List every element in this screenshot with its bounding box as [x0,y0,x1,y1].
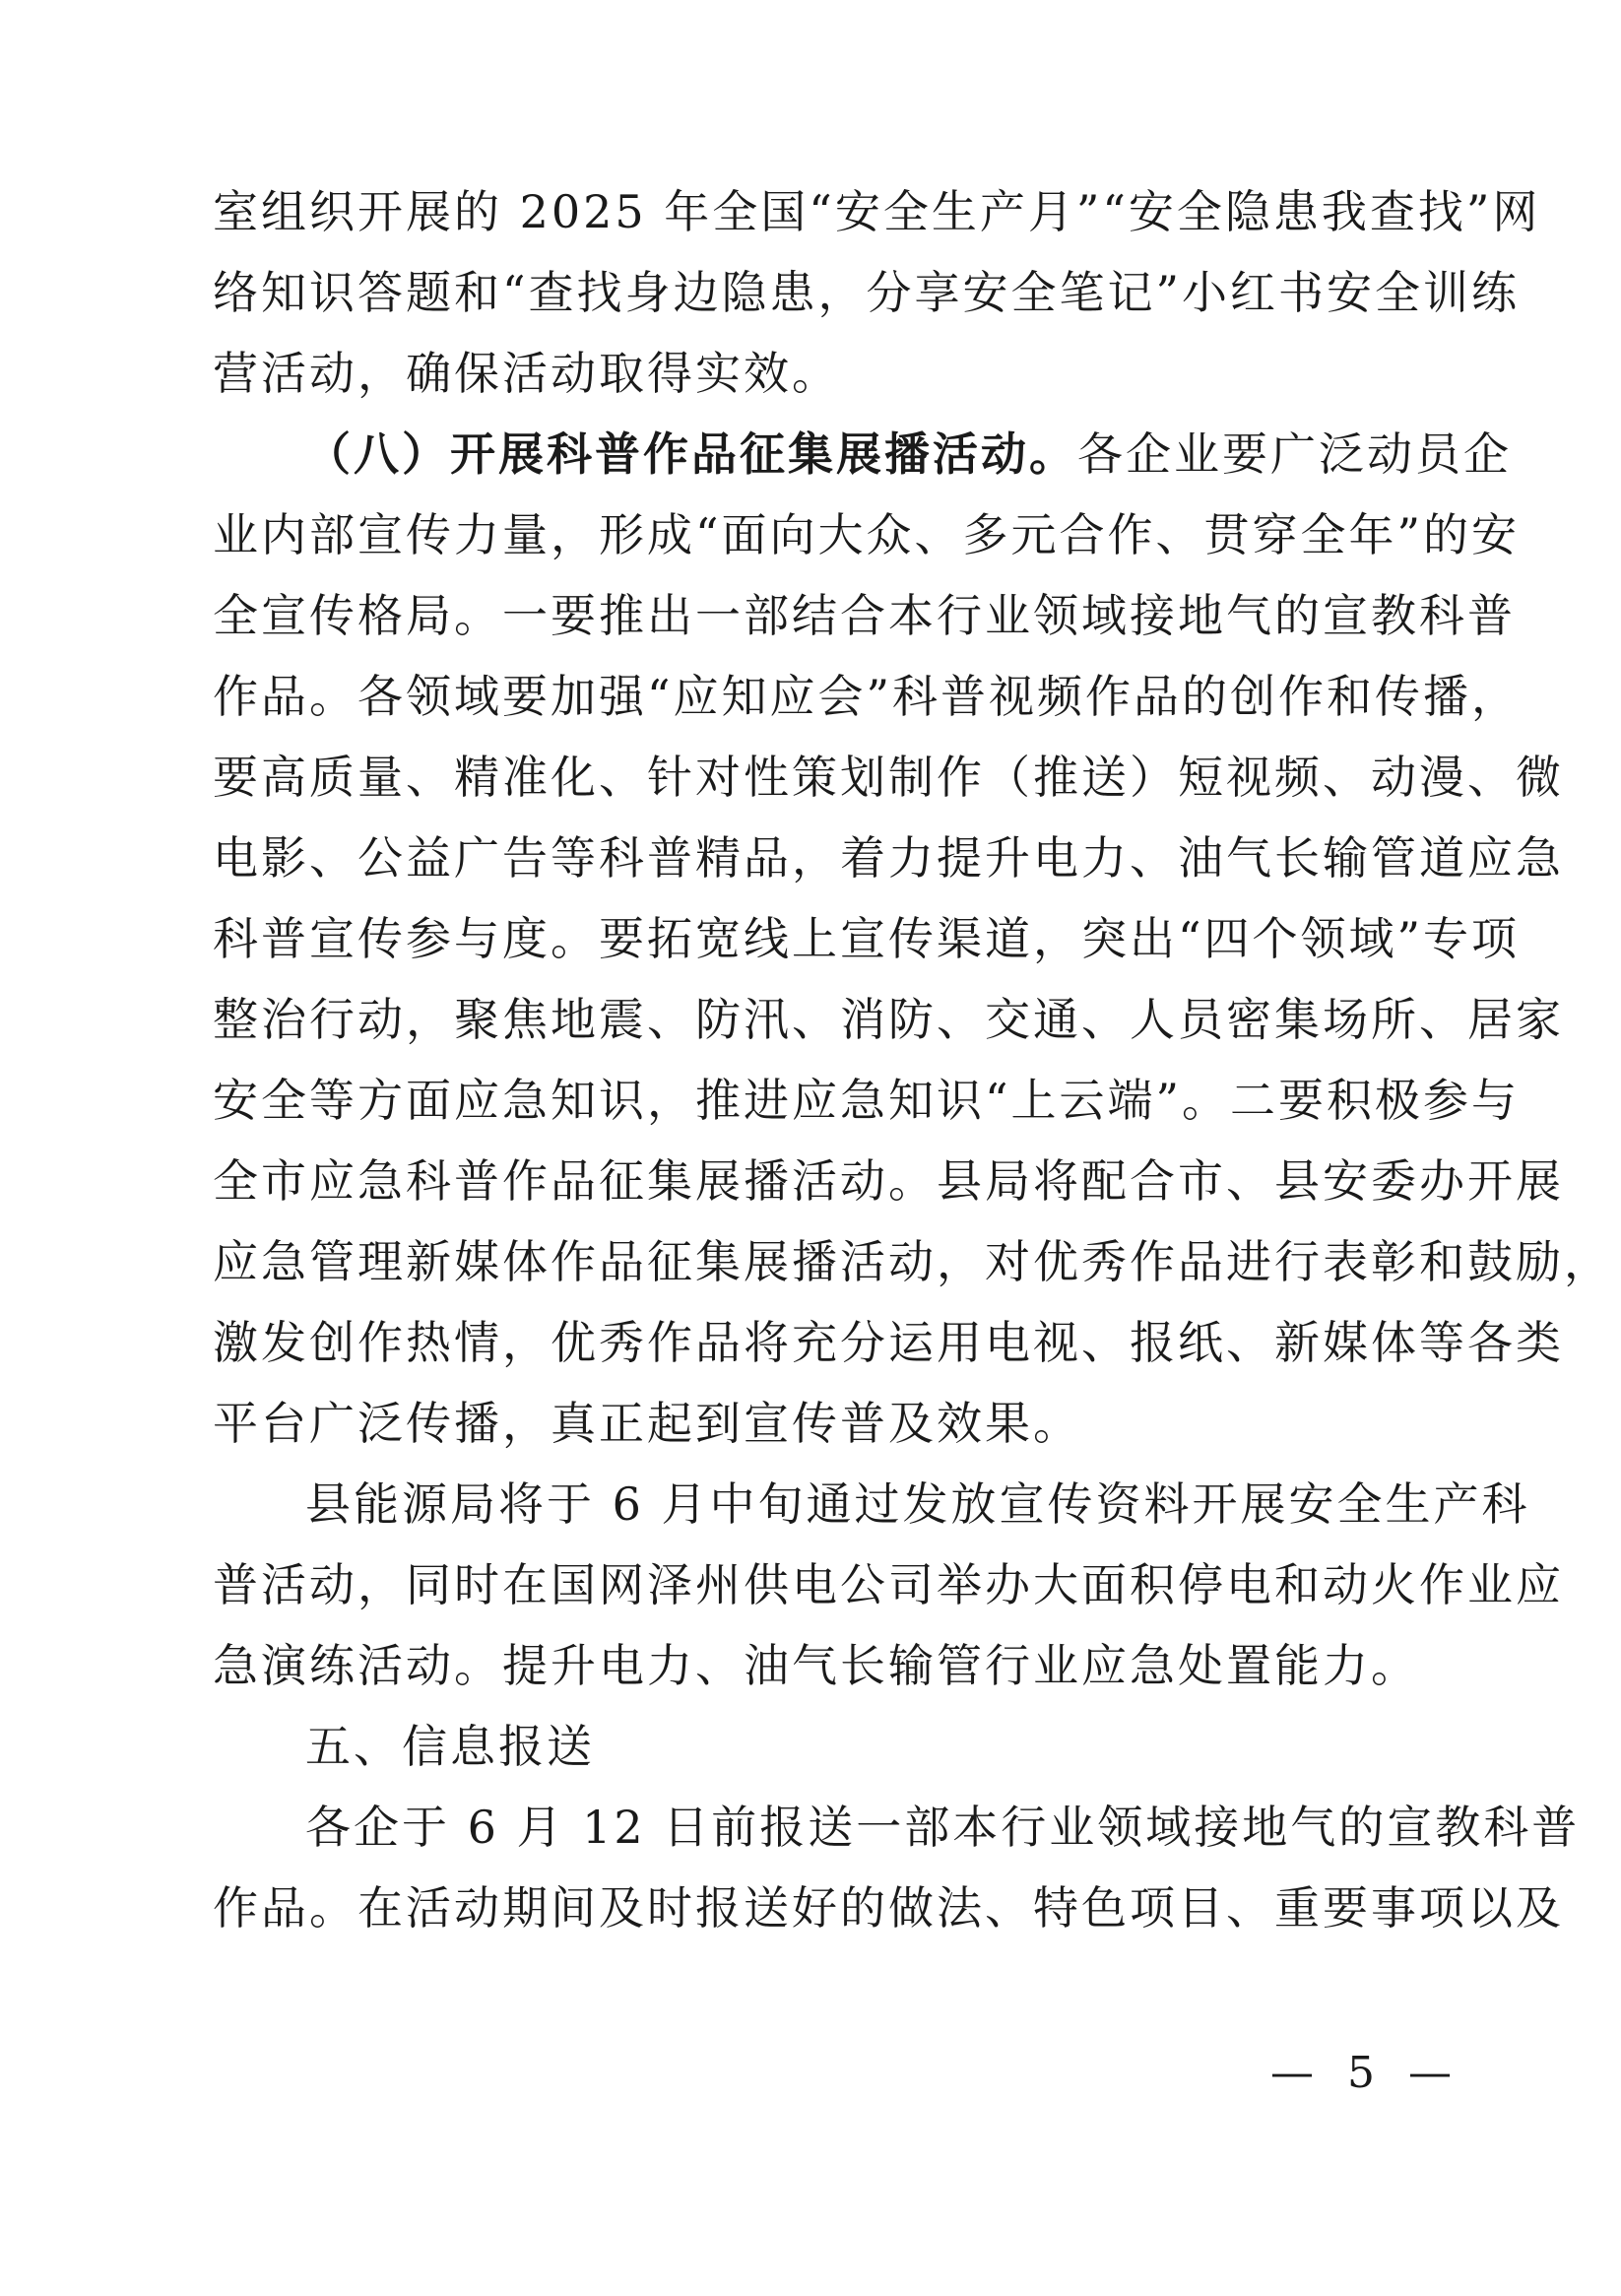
paragraph-line: 全市应急科普作品征集展播活动。县局将配合市、县安委办开展 [213,1154,1564,1208]
paragraph-line: 急演练活动。提升电力、油气长输管行业应急处置能力。 [213,1639,1419,1692]
paragraph-line: 作品。在活动期间及时报送好的做法、特色项目、重要事项以及 [213,1881,1564,1935]
paragraph-line: 业内部宣传力量，形成“面向大众、多元合作、贯穿全年”的安 [213,508,1521,561]
paragraph-line: 激发创作热情，优秀作品将充分运用电视、报纸、新媒体等各类 [213,1316,1564,1369]
paragraph-line: 络知识答题和“查找身边隐患，分享安全笔记”小红书安全训练 [213,266,1521,319]
section-heading: 五、信息报送 [305,1720,595,1773]
paragraph-line: 电影、公益广告等科普精品，着力提升电力、油气长输管道应急 [213,831,1564,885]
paragraph-line: 营活动，确保活动取得实效。 [213,347,840,400]
paragraph-line: 普活动，同时在国网泽州供电公司举办大面积停电和动火作业应 [213,1558,1564,1611]
subheading-line [305,414,1512,494]
paragraph-line: 安全等方面应急知识，推进应急知识“上云端”。二要积极参与 [213,1074,1521,1127]
paragraph-line: 平台广泛传播，真正起到宣传普及效果。 [213,1397,1081,1450]
paragraph-line: 各企于 6 月 12 日前报送一部本行业领域接地气的宣教科普 [305,1801,1581,1854]
paragraph-line: 全宣传格局。一要推出一部结合本行业领域接地气的宣教科普 [213,589,1516,642]
paragraph-line: 室组织开展的 2025 年全国“安全生产月”“安全隐患我查找”网 [213,185,1541,238]
paragraph-line: 县能源局将于 6 月中旬通过发放宣传资料开展安全生产科 [305,1477,1530,1531]
paragraph-line: 作品。各领域要加强“应知应会”科普视频作品的创作和传播， [213,670,1521,723]
page-number: — 5 — [1270,2048,1461,2098]
paragraph-line: 科普宣传参与度。要拓宽线上宣传渠道，突出“四个领域”专项 [213,912,1521,965]
paragraph-text: 各企业要广泛动员企 [1077,427,1512,481]
paragraph-line: 整治行动，聚焦地震、防汛、消防、交通、人员密集场所、居家 [213,993,1564,1046]
paragraph-line: 应急管理新媒体作品征集展播活动，对优秀作品进行表彰和鼓励， [213,1235,1612,1288]
subheading: （八）开展科普作品征集展播活动。 [305,427,1077,481]
paragraph-line: 要高质量、精准化、针对性策划制作（推送）短视频、动漫、微 [213,751,1564,804]
